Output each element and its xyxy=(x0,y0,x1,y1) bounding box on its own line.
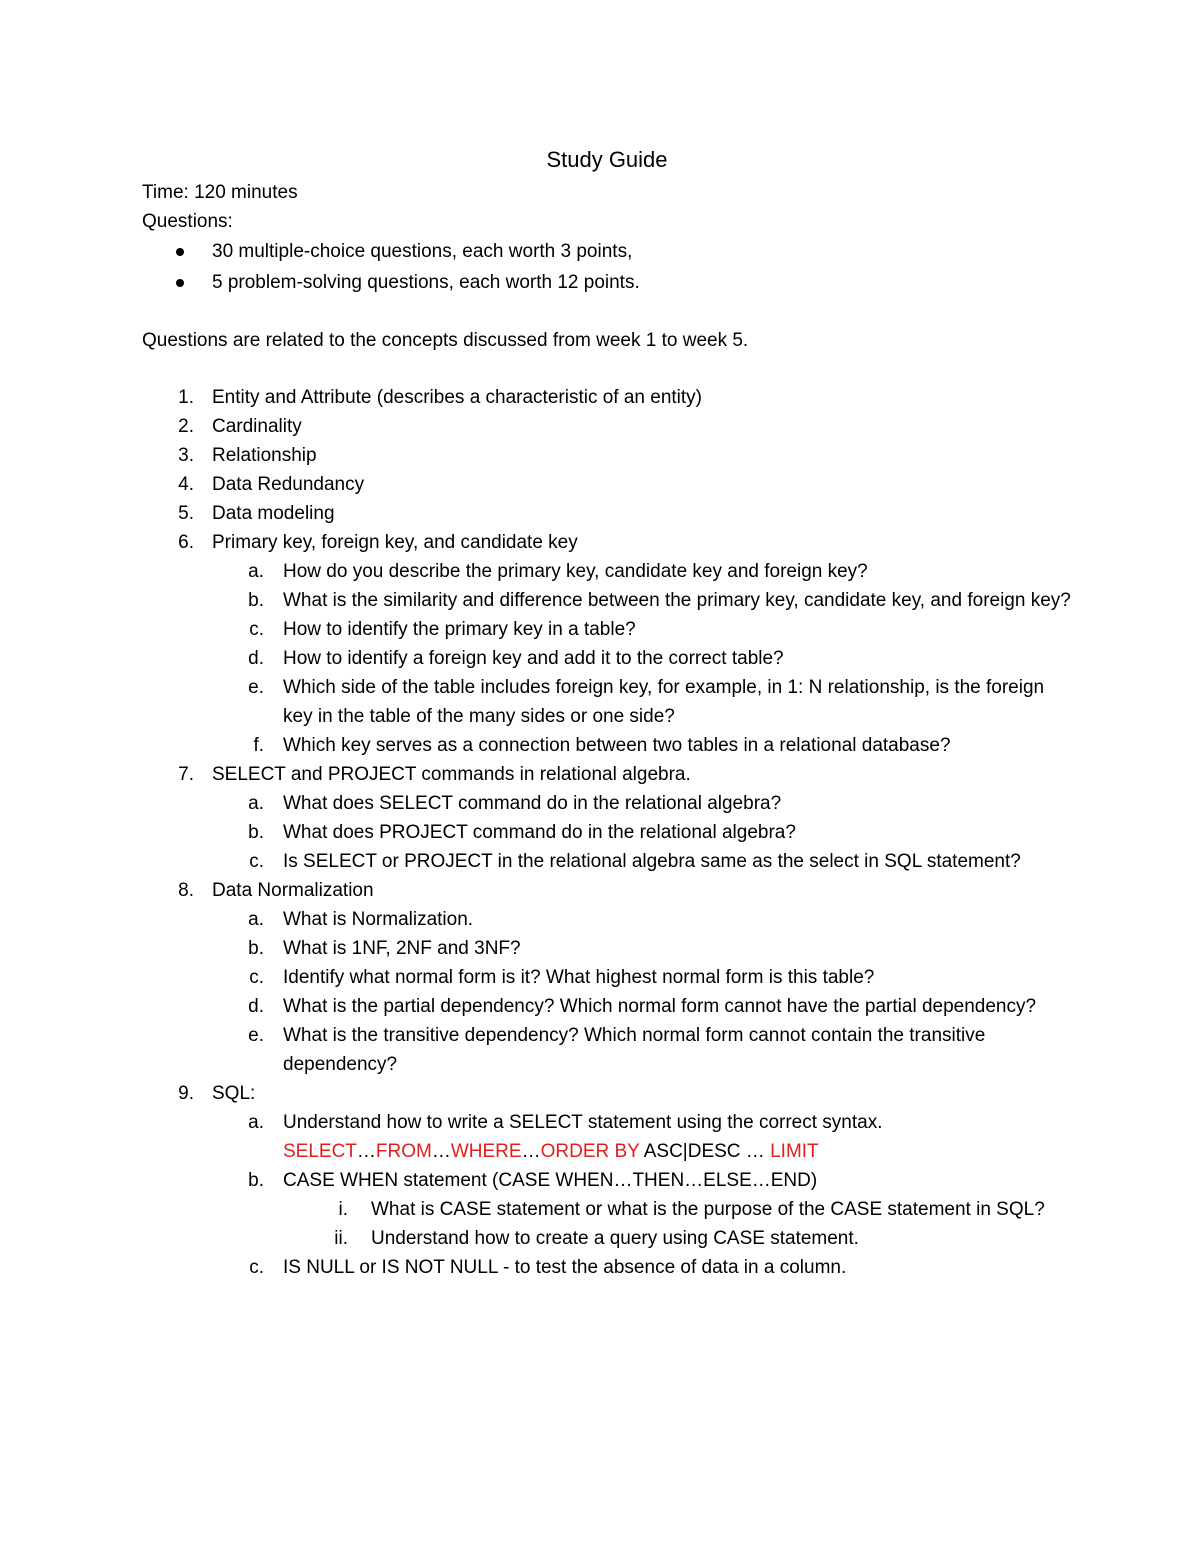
sub-item: a. What does SELECT command do in the relational algebra? xyxy=(248,793,782,814)
syntax-select: SELECT xyxy=(283,1141,357,1162)
sub-item: a. How do you describe the primary key, candidate key and foreign key? xyxy=(248,561,868,582)
sub-item: f. Which key serves as a connection between two tables in a relational database? xyxy=(253,735,951,756)
topic-item: 8. Data Normalization xyxy=(178,880,374,901)
topic-list xyxy=(142,383,1072,1282)
sub-item: b. What is 1NF, 2NF and 3NF? xyxy=(248,938,521,959)
sub-item: e. What is the transitive dependency? Which normal form cannot contain the transitive dependency? xyxy=(248,1025,986,1075)
sub-item: e. Which side of the table includes foreign key, for example, in 1: N relationship, is the foreign key in the table of the many sides or one side? xyxy=(248,677,1045,727)
topic-item: 7. SELECT and PROJECT commands in relational algebra. xyxy=(178,764,691,785)
sub-item: c. Identify what normal form is it? What highest normal form is this table? xyxy=(249,967,875,988)
bullet-icon xyxy=(176,279,184,287)
topic-item: 4. Data Redundancy xyxy=(178,474,365,495)
sub-item: d. How to identify a foreign key and add it to the correct table? xyxy=(248,648,784,669)
syntax-from: FROM xyxy=(375,1141,432,1162)
intro-text: Questions are related to the concepts discussed from week 1 to week 5. xyxy=(142,330,749,351)
list-item: 5 problem-solving questions, each worth 12 points. xyxy=(142,267,1072,298)
sub-item: b. CASE WHEN statement (CASE WHEN…THEN…ELSE…END) xyxy=(248,1170,818,1191)
sub-item: b. What is the similarity and difference between the primary key, candidate key, and foreign key? xyxy=(248,590,1071,611)
sub-sub-item: i. What is CASE statement or what is the purpose of the CASE statement in SQL? xyxy=(338,1199,1045,1220)
sub-item: d. What is the partial dependency? Which normal form cannot have the partial dependency? xyxy=(248,996,1037,1017)
syntax-limit: LIMIT xyxy=(770,1141,819,1162)
sub-item: c. IS NULL or IS NOT NULL - to test the absence of data in a column. xyxy=(249,1257,847,1278)
document-content xyxy=(142,142,1072,1282)
sub-item: c. Is SELECT or PROJECT in the relational algebra same as the select in SQL statement? xyxy=(249,851,1021,872)
topic-item: 3. Relationship xyxy=(178,445,317,466)
sub-item: a. What is Normalization. xyxy=(248,909,474,930)
syntax-where: WHERE xyxy=(450,1141,522,1162)
topic-item: 1. Entity and Attribute (describes a characteristic of an entity) xyxy=(178,387,703,408)
question-format-list xyxy=(142,236,1072,298)
topic-item: 6. Primary key, foreign key, and candidate key xyxy=(178,532,578,553)
list-item: 30 multiple-choice questions, each worth 3 points, xyxy=(142,236,1072,267)
topic-item: 2. Cardinality xyxy=(178,416,302,437)
sub-sub-item: ii. Understand how to create a query using CASE statement. xyxy=(334,1228,859,1249)
topic-item: 5. Data modeling xyxy=(178,503,335,524)
sql-syntax-line: SELECT…FROM…WHERE…ORDER BY ASC|DESC … LIMIT xyxy=(283,1141,819,1162)
topic-item: 9. SQL: xyxy=(178,1083,256,1104)
bullet-icon xyxy=(176,248,184,256)
questions-label: Questions: xyxy=(142,211,233,232)
page-title: Study Guide xyxy=(546,147,668,172)
sub-item: c. How to identify the primary key in a table? xyxy=(249,619,636,640)
syntax-order-by: ORDER BY xyxy=(540,1141,640,1162)
sub-item: a. Understand how to write a SELECT statement using the correct syntax. xyxy=(248,1112,883,1133)
sub-item: b. What does PROJECT command do in the relational algebra? xyxy=(248,822,796,843)
time-line: Time: 120 minutes xyxy=(142,182,298,203)
